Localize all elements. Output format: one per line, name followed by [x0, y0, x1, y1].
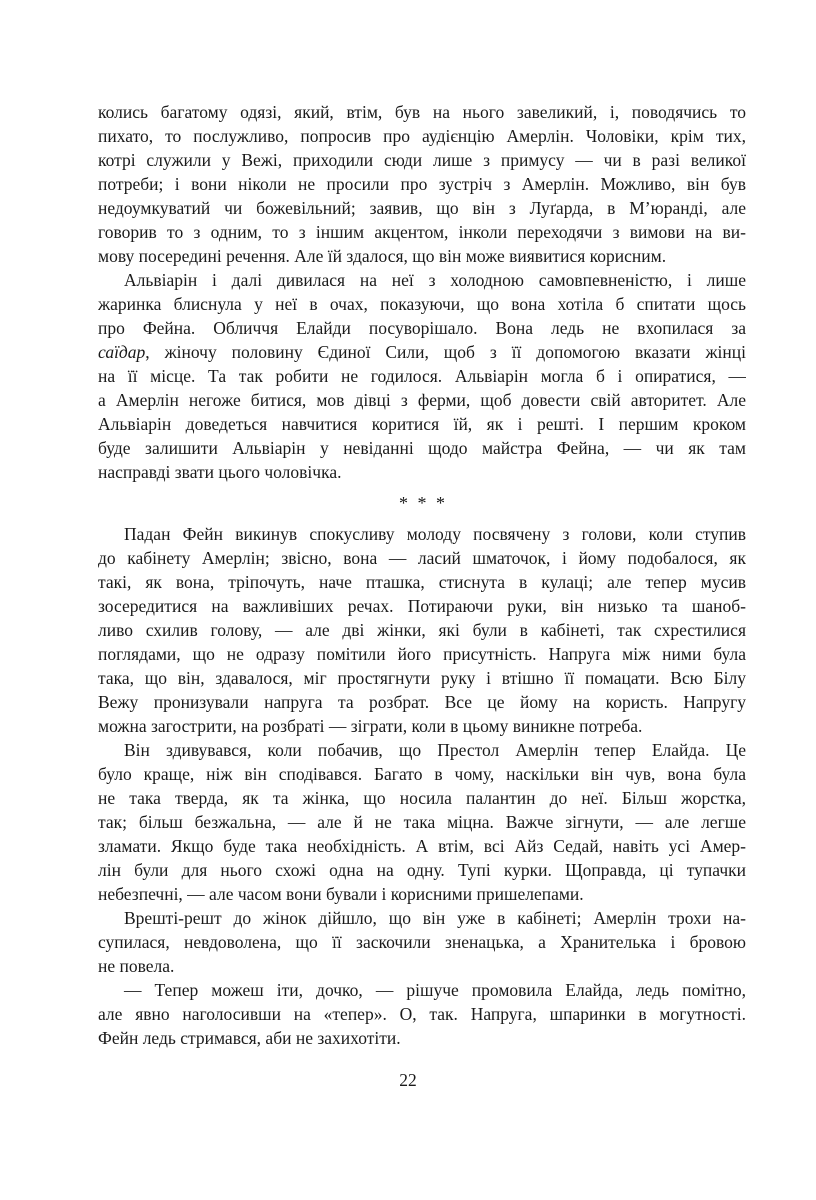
- text-line: насправді звати цього чоловічка.: [98, 462, 342, 482]
- text-line: колись багатому одязі, який, втім, був на нього завеликий, і, поводячись то: [98, 102, 746, 122]
- text-line: такі, як вона, тріпочуть, наче пташка, стиснута в кулаці; але тепер мусив: [98, 572, 746, 592]
- text-line: небезпечні, — але часом вони бували і корисними пришелепами.: [98, 884, 584, 904]
- text-line: зламати. Якщо буде така необхідність. А втім, всі Айз Седай, навіть усі Амер-: [98, 836, 746, 856]
- text-line: можна загострити, на розбраті — зіграти, коли в цьому виникне потреба.: [98, 716, 643, 736]
- text-line: про Фейна. Обличчя Елайди посуворішало. Вона ледь не вхопилася за: [98, 318, 746, 338]
- text-line: Падан Фейн викинув спокусливу молоду посвячену з голови, коли ступив: [124, 524, 746, 544]
- text-line: поглядами, що не одразу помітили його присутність. Напруга між ними була: [98, 644, 746, 664]
- text-line: на її місце. Та так робити не годилося. Альвіарін могла б і опиратися, —: [98, 366, 746, 386]
- text-line: потреби; і вони ніколи не просили про зустріч з Амерлін. Можливо, він був: [98, 174, 746, 194]
- text-line: Фейн ледь стримався, аби не захихотіти.: [98, 1028, 401, 1048]
- text-line: було краще, ніж він сподівався. Багато в чому, наскільки він чув, вона була: [98, 764, 746, 784]
- text-line: — Тепер можеш іти, дочко, — рішуче промовила Елайда, ледь помітно,: [124, 980, 746, 1000]
- text-line: буде залишити Альвіарін у невіданні щодо майстра Фейна, — чи як там: [98, 438, 746, 458]
- text-line: так; більш безжальна, — але й не така міцна. Важче зігнути, — але легше: [98, 812, 746, 832]
- text-line: Альвіарін доведеться навчитися коритися їй, як і решті. І першим кроком: [98, 414, 746, 434]
- paragraph: [98, 268, 746, 484]
- text-line: недоумкуватий чи божевільний; заявив, що він з Луґарда, в М’юранді, але: [98, 198, 746, 218]
- text-line: але явно наголосивши на «тепер». О, так. Напруга, шпаринки в могутності.: [98, 1004, 746, 1024]
- text-block: [98, 100, 746, 1050]
- text-line: а Амерлін негоже битися, мов дівці з ферми, щоб довести свій авторитет. Але: [98, 390, 746, 410]
- italic-term: саїдар: [98, 342, 146, 362]
- paragraph: [98, 522, 746, 738]
- section-break: * * *: [399, 493, 445, 513]
- paragraph: [98, 100, 746, 268]
- text-line: Врешті-решт до жінок дійшло, що він уже в кабінеті; Амерлін трохи на-: [124, 908, 746, 928]
- text-line: ливо схилив голову, — але дві жінки, які були в кабінеті, так схрестилися: [98, 620, 746, 640]
- text-line: супилася, невдоволена, що її заскочили зненацька, а Хранителька і бровою: [98, 932, 746, 952]
- paragraph: [98, 978, 746, 1050]
- text-line: пихато, то послужливо, попросив про аудієнцію Амерлін. Чоловіки, крім тих,: [98, 126, 746, 146]
- text-line: саїдар, жіночу половину Єдиної Сили, щоб з її допомогою вказати жінці: [98, 342, 746, 362]
- text-line: Альвіарін і далі дивилася на неї з холодною самовпевненістю, і лише: [124, 270, 746, 290]
- text-line: до кабінету Амерлін; звісно, вона — ласий шматочок, і йому подобалося, як: [98, 548, 746, 568]
- text-line: жаринка блиснула у неї в очах, показуючи, що вона хотіла б спитати щось: [98, 294, 746, 314]
- text-line: зосередитися на важливіших речах. Потираючи руки, він низько та шаноб-: [98, 596, 746, 616]
- text-line: не повела.: [98, 956, 175, 976]
- text-line: не така тверда, як та жінка, що носила палантин до неї. Більш жорстка,: [98, 788, 746, 808]
- page-number: 22: [399, 1070, 417, 1090]
- paragraph: [98, 906, 746, 978]
- text-line: Він здивувався, коли побачив, що Престол Амерлін тепер Елайда. Це: [124, 740, 746, 760]
- text-line: Вежу пронизували напруга та розбрат. Все це йому на користь. Напругу: [98, 692, 746, 712]
- paragraph: [98, 738, 746, 906]
- text-line: говорив то з одним, то з іншим акцентом, інколи переходячи з вимови на ви-: [98, 222, 746, 242]
- text-line: мову посередині речення. Але їй здалося, що він може виявитися корисним.: [98, 246, 667, 266]
- text-line: така, що він, здавалося, міг простягнути руку і втішно її помацати. Всю Білу: [98, 668, 746, 688]
- text-line: котрі служили у Вежі, приходили сюди лише з примусу — чи в разі великої: [98, 150, 746, 170]
- text-line: лін були для нього схожі одна на одну. Тупі курки. Щоправда, ці тупачки: [98, 860, 746, 880]
